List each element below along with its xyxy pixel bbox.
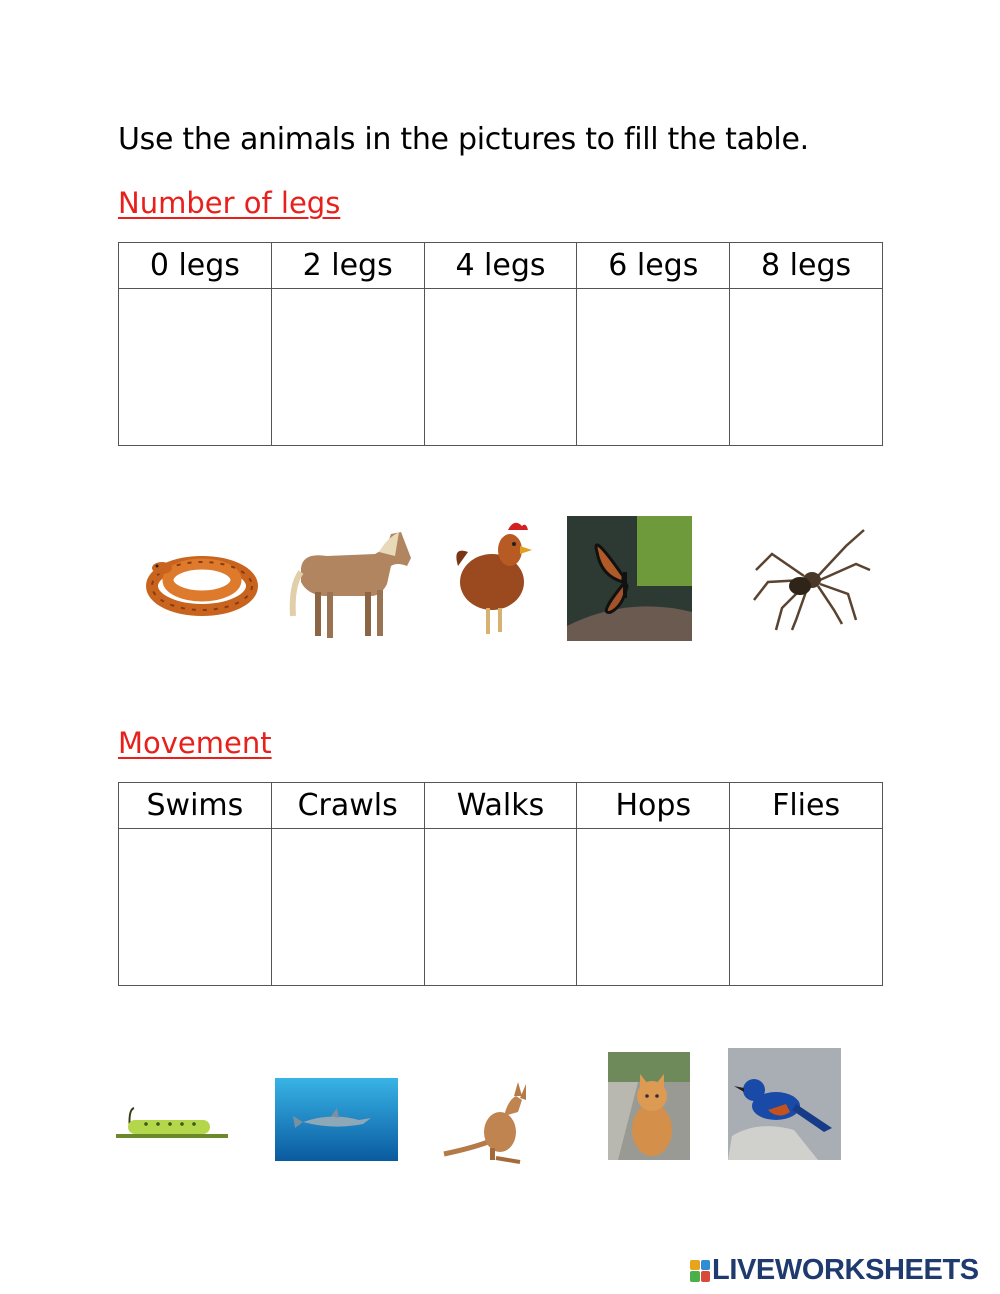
- snake-picture[interactable]: [140, 538, 260, 618]
- column-header: Swims: [119, 783, 272, 829]
- instruction-text: Use the animals in the pictures to fill the table.: [118, 122, 809, 157]
- bird-picture[interactable]: [728, 1048, 841, 1160]
- section-title-movement: Movement: [118, 726, 272, 760]
- drop-zone-swims[interactable]: [119, 829, 272, 986]
- drop-zone-4-legs[interactable]: [424, 289, 577, 446]
- cat-picture[interactable]: [608, 1052, 690, 1160]
- butterfly-picture[interactable]: [567, 516, 692, 641]
- column-header: Flies: [730, 783, 883, 829]
- column-header: 2 legs: [271, 243, 424, 289]
- drop-zone-6-legs[interactable]: [577, 289, 730, 446]
- drop-zone-flies[interactable]: [730, 829, 883, 986]
- column-header: 0 legs: [119, 243, 272, 289]
- column-header: Hops: [577, 783, 730, 829]
- drop-zone-0-legs[interactable]: [119, 289, 272, 446]
- drop-zone-walks[interactable]: [424, 829, 577, 986]
- column-header: 4 legs: [424, 243, 577, 289]
- table-header-row: [119, 243, 883, 289]
- column-header: Walks: [424, 783, 577, 829]
- drop-row: [119, 289, 883, 446]
- spider-picture[interactable]: [752, 524, 872, 634]
- drop-row: [119, 829, 883, 986]
- liveworksheets-logo: [690, 1254, 979, 1287]
- kangaroo-picture[interactable]: [442, 1080, 538, 1164]
- drop-zone-hops[interactable]: [577, 829, 730, 986]
- logo-mark-icon: [690, 1260, 710, 1282]
- hen-picture[interactable]: [452, 516, 536, 640]
- legs-table: [118, 242, 883, 446]
- table-header-row: [119, 783, 883, 829]
- column-header: Crawls: [271, 783, 424, 829]
- drop-zone-8-legs[interactable]: [730, 289, 883, 446]
- logo-text: LIVEWORKSHEETS: [712, 1254, 979, 1286]
- column-header: 8 legs: [730, 243, 883, 289]
- drop-zone-2-legs[interactable]: [271, 289, 424, 446]
- column-header: 6 legs: [577, 243, 730, 289]
- section-title-legs: Number of legs: [118, 186, 341, 220]
- caterpillar-picture[interactable]: [116, 1104, 228, 1144]
- drop-zone-crawls[interactable]: [271, 829, 424, 986]
- movement-table: [118, 782, 883, 986]
- horse-picture[interactable]: [283, 526, 418, 642]
- dolphin-picture[interactable]: [275, 1078, 398, 1161]
